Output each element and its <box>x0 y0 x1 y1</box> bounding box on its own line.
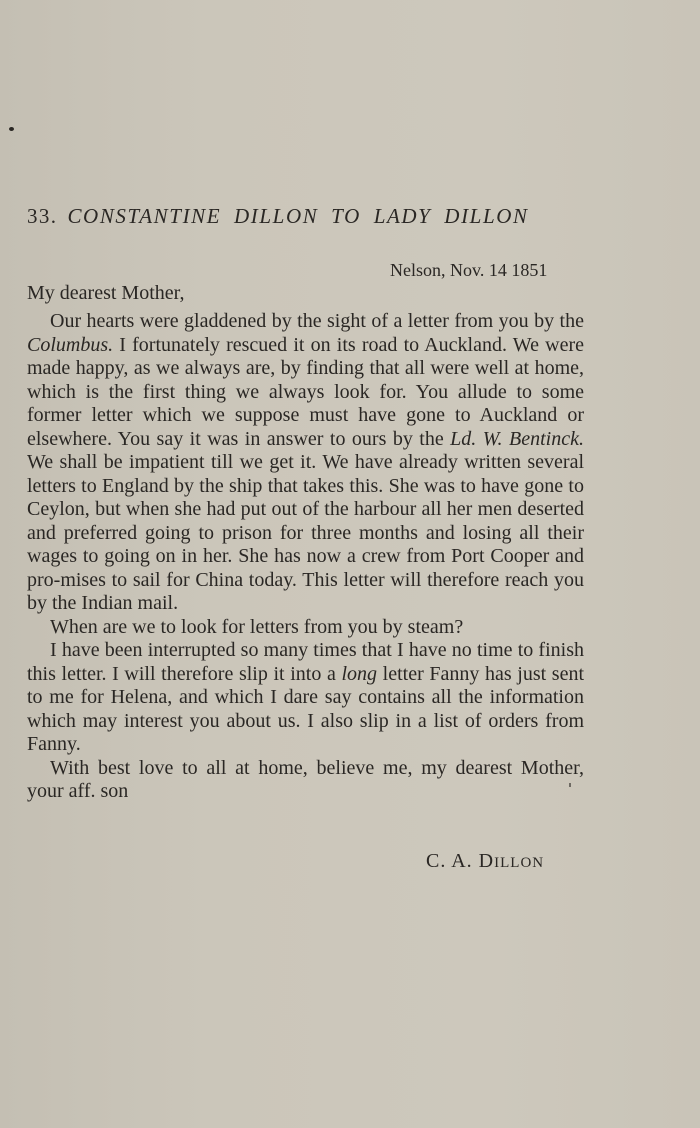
salutation: My dearest Mother, <box>27 282 185 304</box>
signature: C. A. DILLON <box>426 850 545 872</box>
ship-name-columbus: Columbus. <box>27 333 114 356</box>
dateline: Nelson, Nov. 14 1851 <box>390 260 548 280</box>
print-mark <box>569 783 571 787</box>
letter-number: 33. <box>27 204 58 228</box>
paragraph-2: When are we to look for letters from you by steam? <box>50 615 464 638</box>
paragraph-3: I have been interrupted so many times that I have no time to finish this letter. I will therefore slip it into a long letter Fanny has just sent to me for Helena, and which I dare say contains all the information which may interest you about us. I also slip in a list of orders from Fanny. <box>27 639 584 755</box>
paragraph-4: With best love to all at home, believe me, my dearest Mother, your aff. son <box>27 756 584 802</box>
ship-name-bentinck: Ld. W. Bentinck. <box>450 427 584 450</box>
paragraph-1: Our hearts were gladdened by the sight of a letter from you by the Columbus. I fortunately rescued it on its road to Auckland. We were made happy, as we always are, by finding that all were well at home, which is the first thing we always look for. You allude to some former letter which we suppose must have gone to Auckland or elsewhere. You say it was in answer to ours by the Ld. W. Bentinck. We shall be impatient till we get it. We have already written several letters to England by the ship that takes this. She was to have gone to Ceylon, but when she had put out of the harbour all her men deserted and preferred going to prison for three months and losing all their wages to going on in her. She has now a crew from Port Cooper and pro-mises to sail for China today. This letter will therefore reach you by the Indian mail. <box>27 310 584 614</box>
letter-heading <box>27 204 587 229</box>
emphasis-long: long <box>341 662 378 685</box>
letter-title: CONSTANTINE DILLON TO LADY DILLON <box>67 204 529 228</box>
letter-body <box>27 310 584 804</box>
ink-speck <box>9 127 14 131</box>
